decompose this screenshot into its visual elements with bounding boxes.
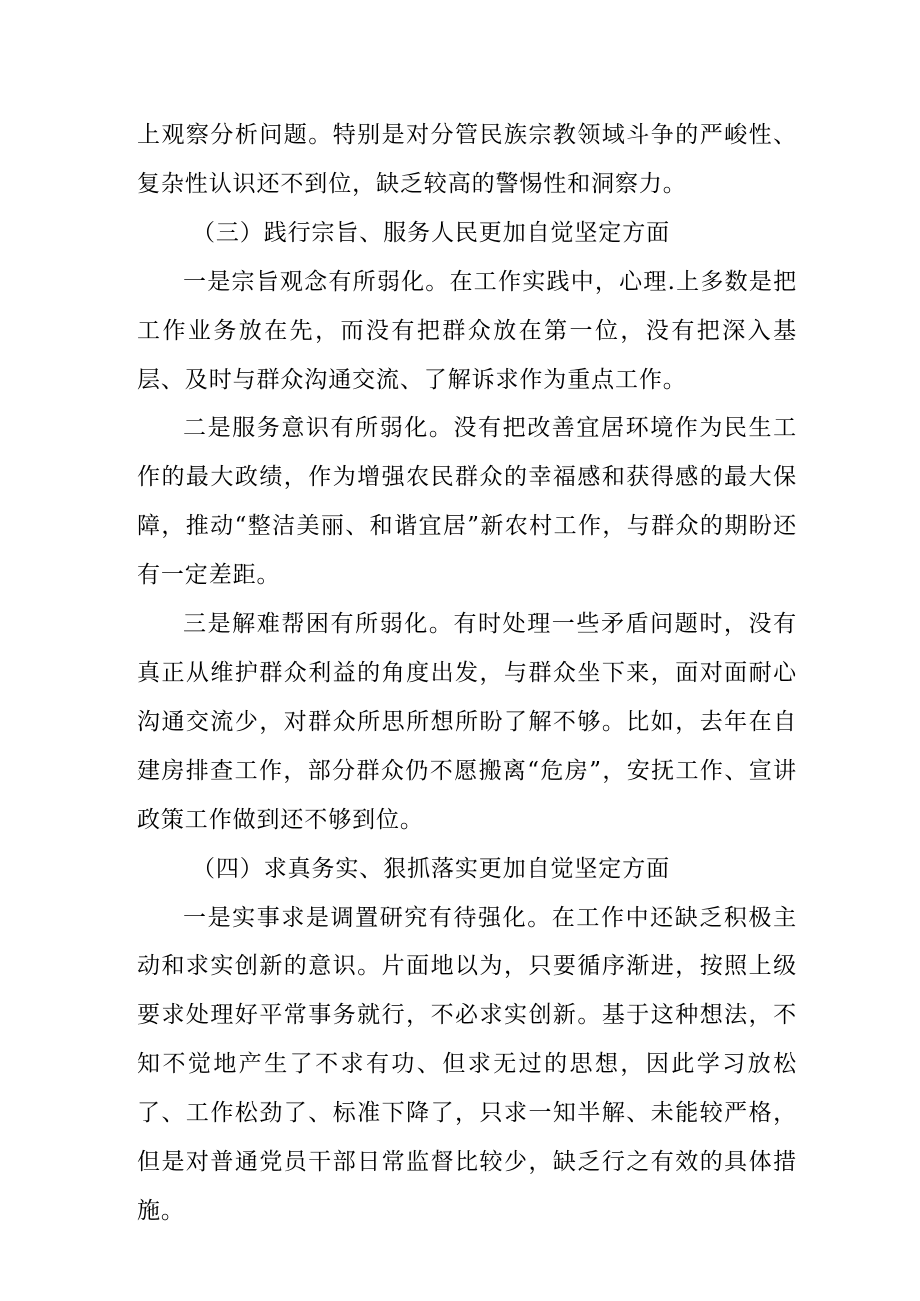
paragraph-continuation: 上观察分析问题。特别是对分管民族宗教领域斗争的严峻性、复杂性认识还不到位，缺乏较高的警惕性和洞察力。	[137, 122, 797, 197]
paragraph-practical-research: 一是实事求是调置研究有待强化。在工作中还缺乏积极主动和求实创新的意识。片面地以为，只要循序渐进，按照上级要求处理好平常事务就行，不必求实创新。基于这种想法，不知不觉地产生了不求有功、但求无过的思想，因此学习放松了、工作松劲了、标准下降了，只求一知半解、未能较严格，但是对普通党员干部日常监督比较少，缺乏行之有效的具体措施。	[137, 904, 797, 1224]
paragraph-service-awareness: 二是服务意识有所弱化。没有把改善宜居环境作为民生工作的最大政绩，作为增强农民群众的幸福感和获得感的最大保障，推动“整洁美丽、和谐宜居”新农村工作，与群众的期盼还有一定差距。	[137, 415, 797, 589]
section-heading-three: （三）践行宗旨、服务人民更加自觉坚定方面	[192, 219, 670, 246]
document-body	[137, 111, 797, 1236]
section-heading-four: （四）求真务实、狠抓落实更加自觉坚定方面	[192, 855, 670, 882]
paragraph-problem-solving: 三是解难帮困有所弱化。有时处理一些矛盾问题时，没有真正从维护群众利益的角度出发，与群众坐下来，面对面耐心沟通交流少，对群众所思所想所盼了解不够。比如，去年在自建房排查工作，部分群众仍不愿搬离“危房”，安抚工作、宣讲政策工作做到还不够到位。	[137, 611, 797, 833]
paragraph-purpose-awareness: 一是宗旨观念有所弱化。在工作实践中，心理.上多数是把工作业务放在先，而没有把群众放在第一位，没有把深入基层、及时与群众沟通交流、了解诉求作为重点工作。	[137, 268, 797, 393]
